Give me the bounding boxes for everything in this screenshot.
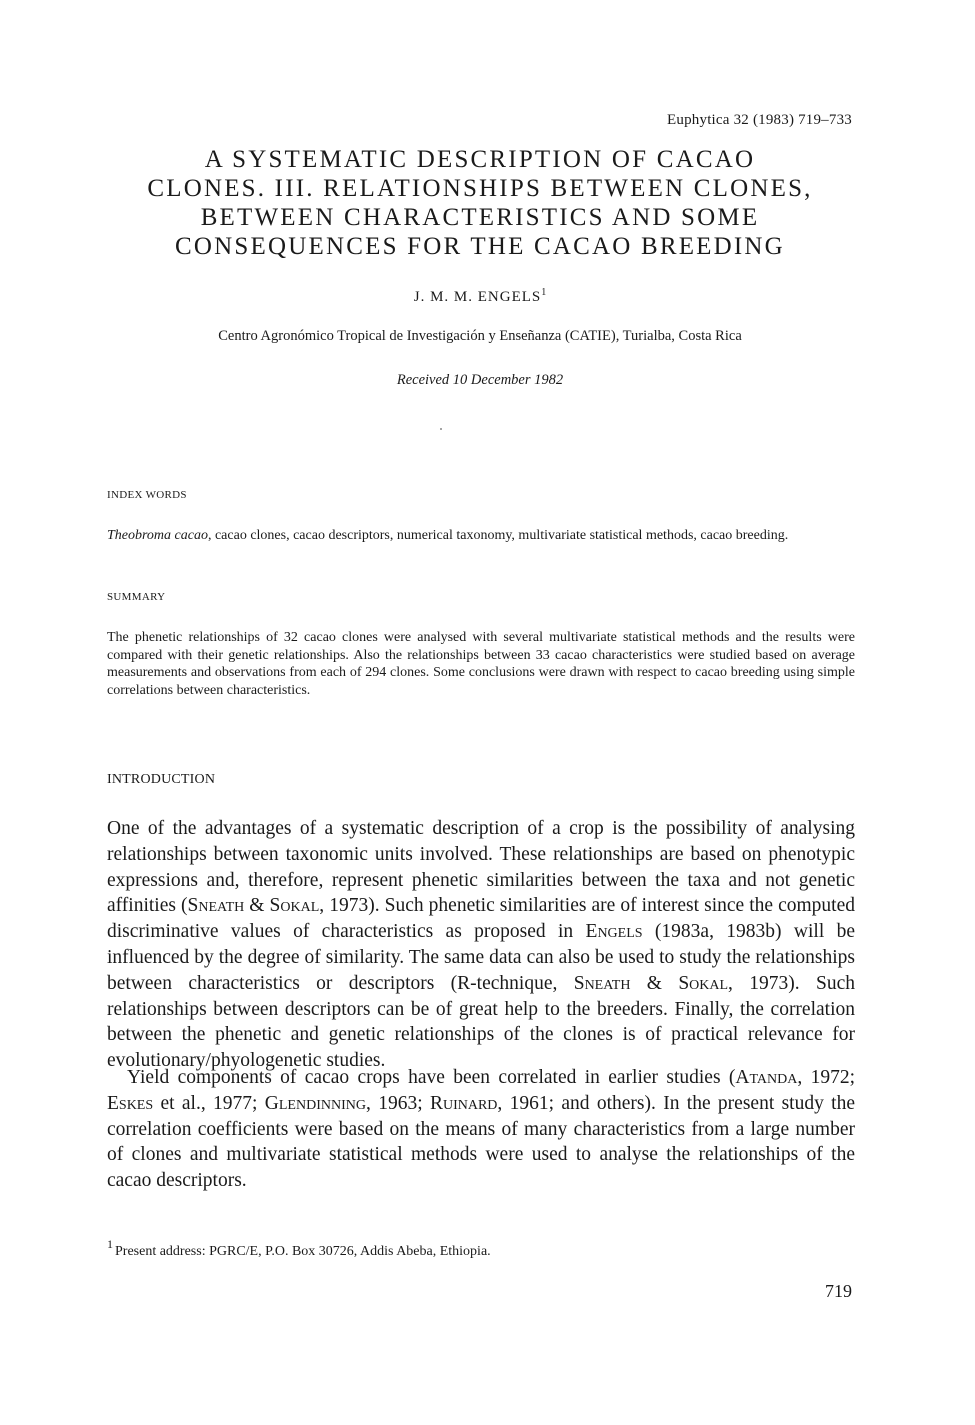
received-date: Received 10 December 1982 (396, 372, 564, 388)
journal-reference: Euphytica 32 (1983) 719–733 (667, 112, 852, 128)
text-run: One of the advantages of a systematic description of a crop is the possibility of analysing relationships between taxonomic units involved. These relationships are based on phenotypic expressions and, therefore, represent phenetic similarities between the taxa and not genetic affinities ( (107, 818, 855, 917)
footnote (107, 1237, 491, 1260)
text-run: , 1963; (365, 1092, 430, 1114)
author-line (0, 287, 960, 306)
citation-author: Sneath & Sokal (573, 972, 729, 994)
introduction-paragraph-1 (107, 816, 855, 1074)
text-run: , 1961; and others). In the present study the correlation coefficients were based on the means of many characteristics from a large number of clones and multivariate statistical methods were used to analyse the relationships of the cacao descriptors. (107, 1092, 855, 1192)
index-words-heading: INDEX WORDS (107, 489, 187, 501)
species-name: Theobroma cacao (107, 528, 208, 543)
introduction-paragraph-2 (107, 1065, 855, 1194)
introduction-heading: INTRODUCTION (107, 772, 216, 787)
citation-author: Atanda (735, 1067, 798, 1088)
text-run: , 1972; (797, 1067, 856, 1088)
text-run: , 1973). Such relationships between descriptors can be of great help to the breeders. Finally, the correlation between the phenetic and genetic relationships of the clones is of practical relevance for evolutionary/phyologenetic studies. (107, 972, 855, 1072)
footnote-mark: 1 (107, 1237, 113, 1251)
text-run: et al., 1977; (153, 1092, 265, 1114)
text-run: Yield components of cacao crops have been correlated in earlier studies ( (127, 1067, 736, 1088)
summary-text: The phenetic relationships of 32 cacao clones were analysed with several multivariate statistical methods and the results were compared with their genetic relationships. Also the relationships between 33 cacao characteristics were studied based on average measurements and observations from each of 294 clones. Some conclusions were drawn with respect to cacao breeding using simple correlations between characteristics. (107, 630, 855, 698)
author-name: J. M. M. ENGELS (413, 289, 542, 305)
title-line: BETWEEN CHARACTERISTICS AND SOME (200, 204, 760, 231)
page-number: 719 (825, 1281, 852, 1301)
citation-author: Engels (585, 921, 643, 943)
summary-heading: SUMMARY (107, 591, 166, 603)
title-line: A SYSTEMATIC DESCRIPTION OF CACAO (204, 146, 756, 173)
author-footnote-mark: 1 (541, 287, 547, 298)
citation-author: Ruinard (429, 1092, 498, 1114)
article-title (100, 145, 860, 261)
text-run: (1983a, 1983b) will be influenced by the degree of similarity. The same data can also be used to study the relationships between characteristics or descriptors (R-technique, (107, 921, 855, 994)
citation-author: Glendinning (264, 1092, 366, 1114)
citation-author: Sneath & Sokal (187, 895, 320, 917)
title-line: CONSEQUENCES FOR THE CACAO BREEDING (175, 233, 785, 260)
scan-speck (440, 428, 442, 430)
title-line: CLONES. III. RELATIONSHIPS BETWEEN CLONES, (147, 175, 813, 202)
index-words-rest: , cacao clones, cacao descriptors, numerical taxonomy, multivariate statistical methods, cacao breeding. (207, 528, 789, 543)
citation-author: Eskes (107, 1092, 154, 1114)
text-run: , 1973). Such phenetic similarities are of interest since the computed discriminative values of characteristics as proposed in (107, 895, 856, 943)
author-affiliation: Centro Agronómico Tropical de Investigación y Enseñanza (CATIE), Turialba, Costa Rica (218, 328, 742, 344)
footnote-text: Present address: PGRC/E, P.O. Box 30726, Addis Abeba, Ethiopia. (115, 1244, 491, 1259)
index-words-text (107, 527, 855, 545)
